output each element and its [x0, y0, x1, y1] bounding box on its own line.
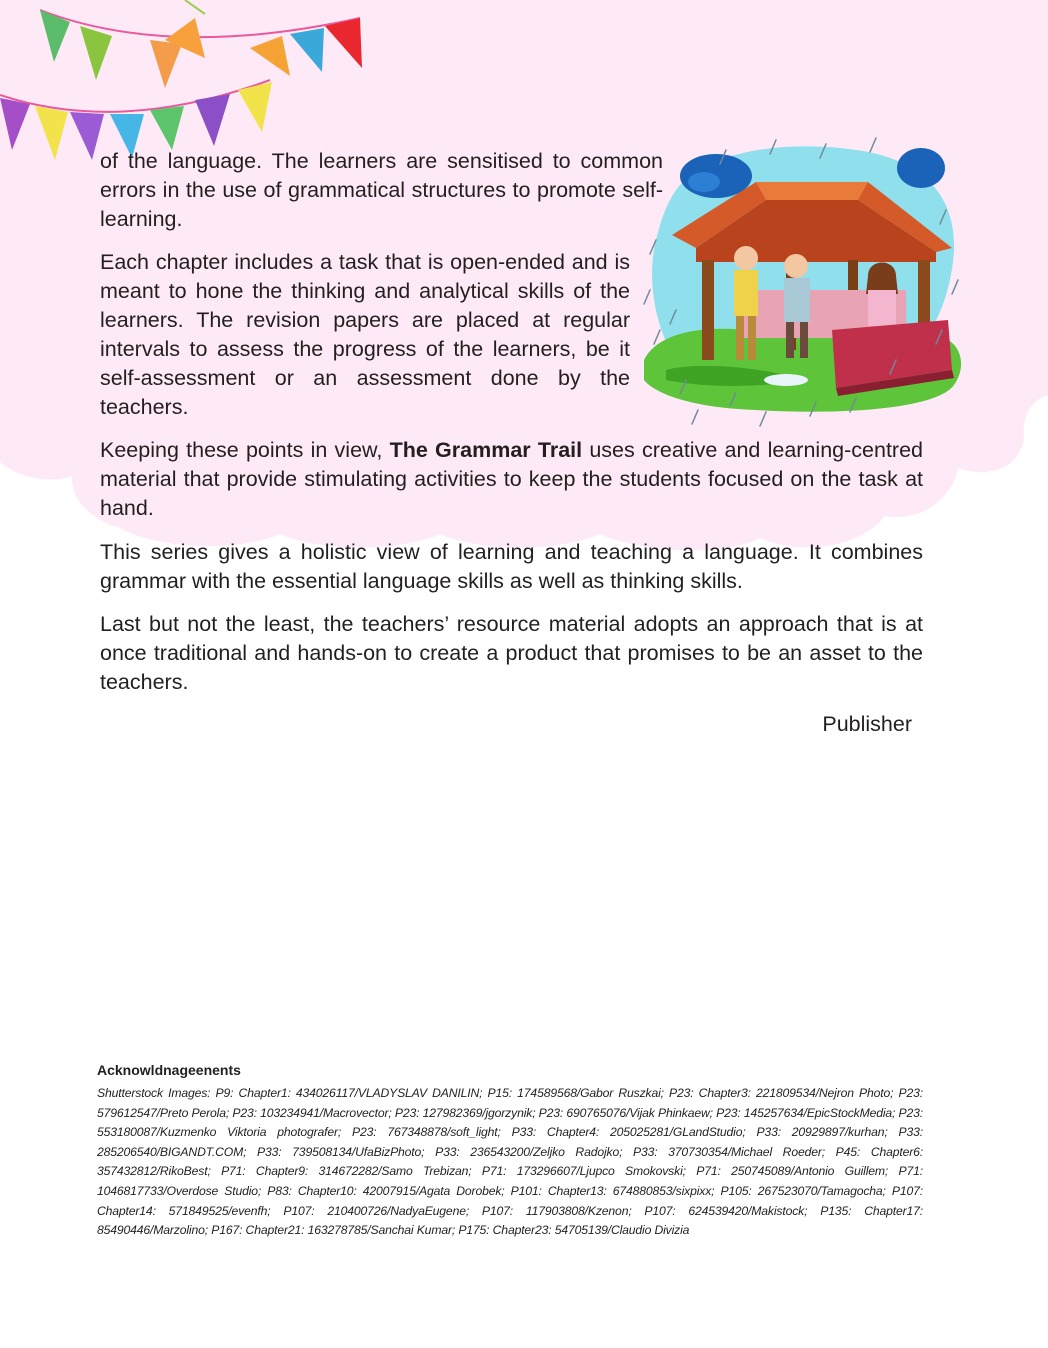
- paragraph-text-after-title: uses creative and learning-centred material that provide stimulating activities to keep the students focused on the task at hand.: [100, 438, 923, 520]
- intro-paragraph-continuation: of the language. The learners are sensitised to common errors in the use of grammatical structures to promote self-learning.: [100, 149, 663, 231]
- resource-material-paragraph: Last but not the least, the teachers’ resource material adopts an approach that is at once traditional and hands-on to create a product that promises to be an asset to the teachers.: [100, 612, 923, 694]
- bunting-flags-icon: [0, 0, 380, 160]
- paragraph-text-before-title: Keeping these points in view,: [100, 438, 390, 462]
- acknowledgements-body: Shutterstock Images: P9: Chapter1: 434026117/VLADYSLAV DANILIN; P15: 174589568/Gabor Ruszkai; P23: Chapter3: 221809534/Nejron Photo; P23: 579612547/Preto Perola; P23: 103234941/Macrovector; P23: 127982369/jgorzynik; P23: 690765076/Vijak Phinkaew; P23: 145257634/EpicStockMedia; P23: 553180087/Kuzmenko Viktoria photografer; P23: 767348878/soft_light; P33: Chapter4: 205025281/GLandStudio; P33: 20929897/kurhan; P33: 285206540/BIGANDT.COM; P33: 739508134/UfaBizPhoto; P33: 236543200/Zeljko Radojko; P33: 370730354/Michael Roeder; P45: Chapter6: 357432812/RikoBest; P71: Chapter9: 314672282/Samo Trebizan; P71: 173296607/Ljupco Smokovski; P71: 250745089/Antonio Guillem; P71: 1046817733/Overdose Studio; P83: Chapter10: 42007915/Agata Dorobek; P101: Chapter13: 674880853/sixpixx; P105: 267523070/Tamagocha; P107: Chapter14: 571849525/evenfh; P107: 210400726/NadyaEugene; P107: 117903808/Kzenon; P107: 624539420/Makistock; P135: Chapter17: 85490446/Marzolino; P167: Chapter21: 163278785/Sanchai Kumar; P175: Chapter23: 54705139/Claudio Divizia: [97, 1086, 923, 1238]
- grammar-trail-paragraph: [100, 436, 923, 523]
- series-title: The Grammar Trail: [389, 438, 583, 462]
- series-holistic-paragraph: This series gives a holistic view of learning and teaching a language. It combines grammar with the essential language skills as well as thinking skills.: [100, 540, 923, 593]
- acknowledgements-heading: Acknowldnageenents: [97, 1062, 241, 1078]
- publisher-signature: Publisher: [822, 712, 912, 736]
- task-paragraph: Each chapter includes a task that is open-ended and is meant to hone the thinking and analytical skills of the learners. The revision papers are placed at regular intervals to assess the progress of the learners, be it self-assessment or an assessment done by the teachers.: [100, 250, 630, 419]
- rain-shelter-illustration-icon: [636, 130, 968, 430]
